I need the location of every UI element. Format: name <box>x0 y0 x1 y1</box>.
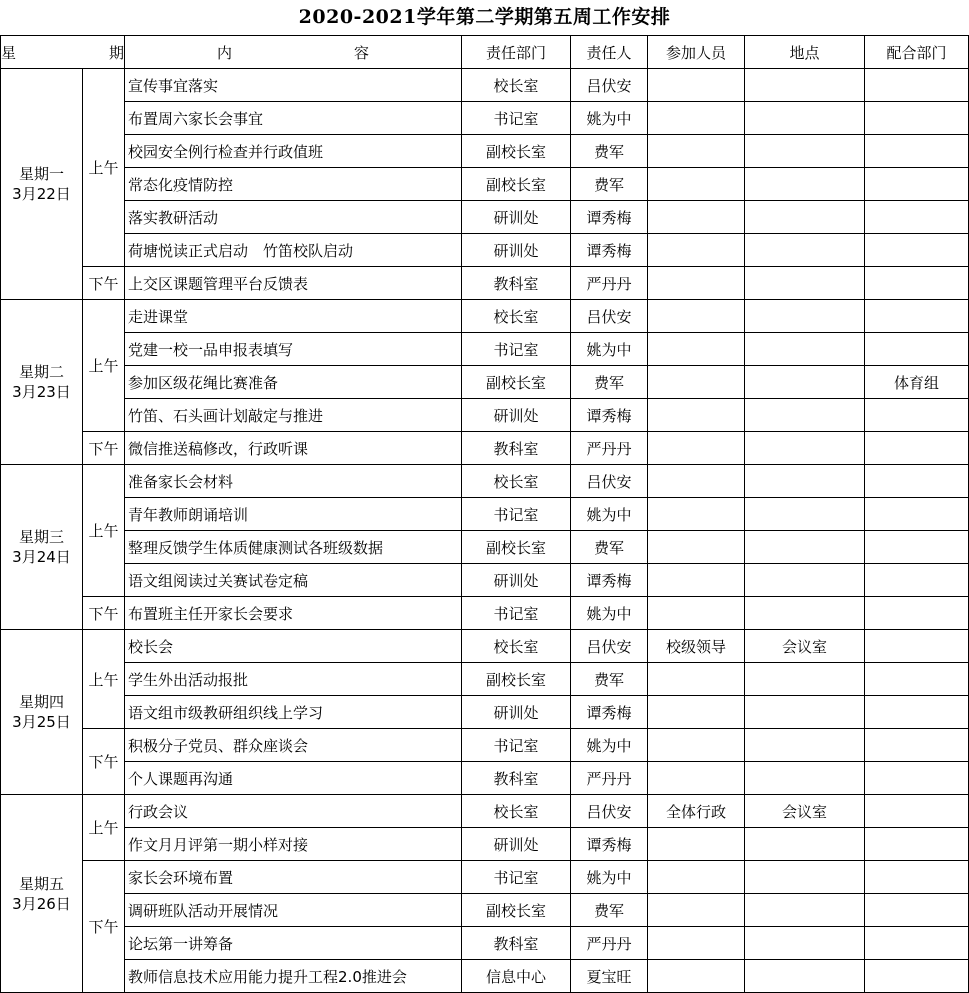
participants-cell <box>648 432 745 465</box>
content-cell: 走进课堂 <box>125 300 462 333</box>
person-cell: 吕伏安 <box>571 795 648 828</box>
content-cell: 整理反馈学生体质健康测试各班级数据 <box>125 531 462 564</box>
participants-cell <box>648 729 745 762</box>
coop-cell <box>865 531 969 564</box>
coop-cell <box>865 300 969 333</box>
day-name: 星期二 <box>18 363 64 381</box>
location-cell <box>745 465 865 498</box>
location-cell: 会议室 <box>745 795 865 828</box>
table-row <box>1 894 969 927</box>
content-cell: 行政会议 <box>125 795 462 828</box>
table-row <box>1 729 969 762</box>
participants-cell <box>648 333 745 366</box>
day-cell <box>1 300 83 465</box>
person-cell: 谭秀梅 <box>571 399 648 432</box>
participants-cell <box>648 201 745 234</box>
location-cell <box>745 234 865 267</box>
person-cell: 严丹丹 <box>571 267 648 300</box>
coop-cell <box>865 201 969 234</box>
content-cell: 调研班队活动开展情况 <box>125 894 462 927</box>
person-cell: 吕伏安 <box>571 465 648 498</box>
coop-cell <box>865 465 969 498</box>
coop-cell <box>865 102 969 135</box>
participants-cell <box>648 762 745 795</box>
location-cell <box>745 531 865 564</box>
dept-cell: 研训处 <box>462 399 571 432</box>
person-cell: 费军 <box>571 663 648 696</box>
coop-cell <box>865 267 969 300</box>
participants-cell <box>648 696 745 729</box>
participants-cell <box>648 861 745 894</box>
dept-cell: 校长室 <box>462 795 571 828</box>
day-date: 3月23日 <box>12 383 71 401</box>
day-name: 星期一 <box>18 165 64 183</box>
coop-cell <box>865 894 969 927</box>
coop-cell <box>865 795 969 828</box>
location-cell <box>745 696 865 729</box>
content-cell: 布置周六家长会事宜 <box>125 102 462 135</box>
table-row <box>1 234 969 267</box>
content-cell: 荷塘悦读正式启动 竹笛校队启动 <box>125 234 462 267</box>
location-cell <box>745 135 865 168</box>
coop-cell <box>865 960 969 993</box>
table-row <box>1 432 969 465</box>
content-cell: 宣传事宜落实 <box>125 69 462 102</box>
location-cell <box>745 201 865 234</box>
location-cell <box>745 927 865 960</box>
person-cell: 费军 <box>571 168 648 201</box>
content-cell: 落实教研活动 <box>125 201 462 234</box>
header-location: 地点 <box>745 36 865 69</box>
day-date: 3月22日 <box>12 185 71 203</box>
location-cell <box>745 333 865 366</box>
dept-cell: 副校长室 <box>462 663 571 696</box>
table-row <box>1 300 969 333</box>
coop-cell <box>865 927 969 960</box>
participants-cell <box>648 531 745 564</box>
location-cell <box>745 69 865 102</box>
header-content-b: 容 <box>353 43 369 62</box>
content-cell: 个人课题再沟通 <box>125 762 462 795</box>
content-cell: 青年教师朗诵培训 <box>125 498 462 531</box>
participants-cell <box>648 168 745 201</box>
day-cell <box>1 795 83 993</box>
coop-cell <box>865 69 969 102</box>
table-row <box>1 531 969 564</box>
table-row <box>1 564 969 597</box>
participants-cell <box>648 399 745 432</box>
location-cell <box>745 597 865 630</box>
coop-cell <box>865 630 969 663</box>
period-cell: 上午 <box>83 630 125 729</box>
dept-cell: 书记室 <box>462 102 571 135</box>
content-cell: 家长会环境布置 <box>125 861 462 894</box>
content-cell: 参加区级花绳比赛准备 <box>125 366 462 399</box>
location-cell <box>745 762 865 795</box>
content-cell: 积极分子党员、群众座谈会 <box>125 729 462 762</box>
participants-cell <box>648 960 745 993</box>
person-cell: 吕伏安 <box>571 300 648 333</box>
location-cell <box>745 960 865 993</box>
location-cell <box>745 168 865 201</box>
location-cell <box>745 102 865 135</box>
person-cell: 谭秀梅 <box>571 564 648 597</box>
person-cell: 谭秀梅 <box>571 696 648 729</box>
coop-cell <box>865 729 969 762</box>
content-cell: 学生外出活动报批 <box>125 663 462 696</box>
location-cell <box>745 432 865 465</box>
person-cell: 谭秀梅 <box>571 201 648 234</box>
dept-cell: 书记室 <box>462 333 571 366</box>
day-date: 3月24日 <box>12 548 71 566</box>
person-cell: 姚为中 <box>571 597 648 630</box>
person-cell: 严丹丹 <box>571 432 648 465</box>
participants-cell <box>648 234 745 267</box>
participants-cell <box>648 927 745 960</box>
person-cell: 谭秀梅 <box>571 828 648 861</box>
person-cell: 姚为中 <box>571 729 648 762</box>
day-date: 3月26日 <box>12 894 71 913</box>
dept-cell: 教科室 <box>462 927 571 960</box>
participants-cell <box>648 465 745 498</box>
dept-cell: 研训处 <box>462 696 571 729</box>
header-content <box>125 36 462 69</box>
person-cell: 夏宝旺 <box>571 960 648 993</box>
coop-cell <box>865 399 969 432</box>
participants-cell <box>648 69 745 102</box>
table-row <box>1 762 969 795</box>
person-cell: 吕伏安 <box>571 69 648 102</box>
participants-cell: 全体行政 <box>648 795 745 828</box>
table-row <box>1 465 969 498</box>
period-cell: 上午 <box>83 465 125 597</box>
location-cell <box>745 828 865 861</box>
coop-cell <box>865 168 969 201</box>
day-name: 星期五 <box>18 874 64 893</box>
period-cell: 下午 <box>83 597 125 630</box>
person-cell: 费军 <box>571 531 648 564</box>
table-row <box>1 366 969 399</box>
dept-cell: 研训处 <box>462 564 571 597</box>
dept-cell: 信息中心 <box>462 960 571 993</box>
content-cell: 党建一校一品申报表填写 <box>125 333 462 366</box>
location-cell <box>745 564 865 597</box>
table-row <box>1 102 969 135</box>
coop-cell <box>865 333 969 366</box>
coop-cell <box>865 861 969 894</box>
participants-cell <box>648 135 745 168</box>
coop-cell <box>865 498 969 531</box>
dept-cell: 书记室 <box>462 597 571 630</box>
period-cell: 下午 <box>83 267 125 300</box>
participants-cell <box>648 102 745 135</box>
header-content-a: 内 <box>217 43 233 62</box>
schedule-body <box>1 69 969 993</box>
table-row <box>1 696 969 729</box>
participants-cell <box>648 828 745 861</box>
table-row <box>1 399 969 432</box>
location-cell: 会议室 <box>745 630 865 663</box>
day-cell <box>1 465 83 630</box>
header-day-a: 星 <box>1 43 17 62</box>
content-cell: 准备家长会材料 <box>125 465 462 498</box>
table-row <box>1 597 969 630</box>
period-cell: 下午 <box>83 861 125 993</box>
person-cell: 吕伏安 <box>571 630 648 663</box>
content-cell: 布置班主任开家长会要求 <box>125 597 462 630</box>
header-coop: 配合部门 <box>865 36 969 69</box>
day-name: 星期三 <box>18 528 64 546</box>
header-row <box>1 36 969 69</box>
location-cell <box>745 729 865 762</box>
participants-cell <box>648 564 745 597</box>
day-cell <box>1 69 83 300</box>
content-cell: 常态化疫情防控 <box>125 168 462 201</box>
dept-cell: 教科室 <box>462 432 571 465</box>
coop-cell <box>865 663 969 696</box>
location-cell <box>745 300 865 333</box>
dept-cell: 副校长室 <box>462 531 571 564</box>
table-row <box>1 135 969 168</box>
person-cell: 姚为中 <box>571 498 648 531</box>
content-cell: 微信推送稿修改，行政听课 <box>125 432 462 465</box>
dept-cell: 书记室 <box>462 729 571 762</box>
coop-cell <box>865 135 969 168</box>
dept-cell: 副校长室 <box>462 135 571 168</box>
person-cell: 姚为中 <box>571 333 648 366</box>
person-cell: 费军 <box>571 366 648 399</box>
participants-cell <box>648 267 745 300</box>
participants-cell: 校级领导 <box>648 630 745 663</box>
dept-cell: 校长室 <box>462 630 571 663</box>
coop-cell <box>865 828 969 861</box>
participants-cell <box>648 663 745 696</box>
coop-cell <box>865 432 969 465</box>
dept-cell: 教科室 <box>462 762 571 795</box>
content-cell: 校长会 <box>125 630 462 663</box>
coop-cell: 体育组 <box>865 366 969 399</box>
header-day <box>1 36 125 69</box>
period-cell: 下午 <box>83 432 125 465</box>
person-cell: 严丹丹 <box>571 927 648 960</box>
coop-cell <box>865 762 969 795</box>
content-cell: 教师信息技术应用能力提升工程2.0推进会 <box>125 960 462 993</box>
location-cell <box>745 498 865 531</box>
dept-cell: 副校长室 <box>462 168 571 201</box>
table-row <box>1 960 969 993</box>
dept-cell: 研训处 <box>462 234 571 267</box>
table-row <box>1 267 969 300</box>
dept-cell: 副校长室 <box>462 894 571 927</box>
table-row <box>1 201 969 234</box>
participants-cell <box>648 597 745 630</box>
content-cell: 校园安全例行检查并行政值班 <box>125 135 462 168</box>
location-cell <box>745 399 865 432</box>
header-participants: 参加人员 <box>648 36 745 69</box>
dept-cell: 书记室 <box>462 498 571 531</box>
table-row <box>1 663 969 696</box>
content-cell: 语文组阅读过关赛试卷定稿 <box>125 564 462 597</box>
table-row <box>1 630 969 663</box>
day-name: 星期四 <box>18 693 64 711</box>
table-row <box>1 498 969 531</box>
period-cell: 上午 <box>83 69 125 267</box>
table-row <box>1 927 969 960</box>
table-row <box>1 828 969 861</box>
header-person: 责任人 <box>571 36 648 69</box>
person-cell: 姚为中 <box>571 861 648 894</box>
period-cell: 下午 <box>83 729 125 795</box>
table-row <box>1 69 969 102</box>
content-cell: 论坛第一讲筹备 <box>125 927 462 960</box>
coop-cell <box>865 597 969 630</box>
participants-cell <box>648 498 745 531</box>
content-cell: 作文月月评第一期小样对接 <box>125 828 462 861</box>
dept-cell: 副校长室 <box>462 366 571 399</box>
content-cell: 上交区课题管理平台反馈表 <box>125 267 462 300</box>
location-cell <box>745 663 865 696</box>
dept-cell: 研训处 <box>462 201 571 234</box>
participants-cell <box>648 366 745 399</box>
coop-cell <box>865 696 969 729</box>
page-title: 2020-2021学年第二学期第五周工作安排 <box>298 6 671 28</box>
period-cell: 上午 <box>83 795 125 861</box>
person-cell: 姚为中 <box>571 102 648 135</box>
day-date: 3月25日 <box>12 713 71 731</box>
location-cell <box>745 267 865 300</box>
table-row <box>1 795 969 828</box>
participants-cell <box>648 894 745 927</box>
person-cell: 费军 <box>571 135 648 168</box>
dept-cell: 教科室 <box>462 267 571 300</box>
person-cell: 费军 <box>571 894 648 927</box>
header-dept: 责任部门 <box>462 36 571 69</box>
dept-cell: 校长室 <box>462 465 571 498</box>
header-day-b: 期 <box>108 43 124 62</box>
table-row <box>1 168 969 201</box>
content-cell: 语文组市级教研组织线上学习 <box>125 696 462 729</box>
location-cell <box>745 861 865 894</box>
table-row <box>1 333 969 366</box>
dept-cell: 校长室 <box>462 69 571 102</box>
day-cell <box>1 630 83 795</box>
location-cell <box>745 894 865 927</box>
dept-cell: 研训处 <box>462 828 571 861</box>
schedule-table <box>0 35 969 993</box>
location-cell <box>745 366 865 399</box>
dept-cell: 校长室 <box>462 300 571 333</box>
person-cell: 严丹丹 <box>571 762 648 795</box>
participants-cell <box>648 300 745 333</box>
coop-cell <box>865 564 969 597</box>
coop-cell <box>865 234 969 267</box>
content-cell: 竹笛、石头画计划敲定与推进 <box>125 399 462 432</box>
dept-cell: 书记室 <box>462 861 571 894</box>
table-row <box>1 861 969 894</box>
period-cell: 上午 <box>83 300 125 432</box>
person-cell: 谭秀梅 <box>571 234 648 267</box>
